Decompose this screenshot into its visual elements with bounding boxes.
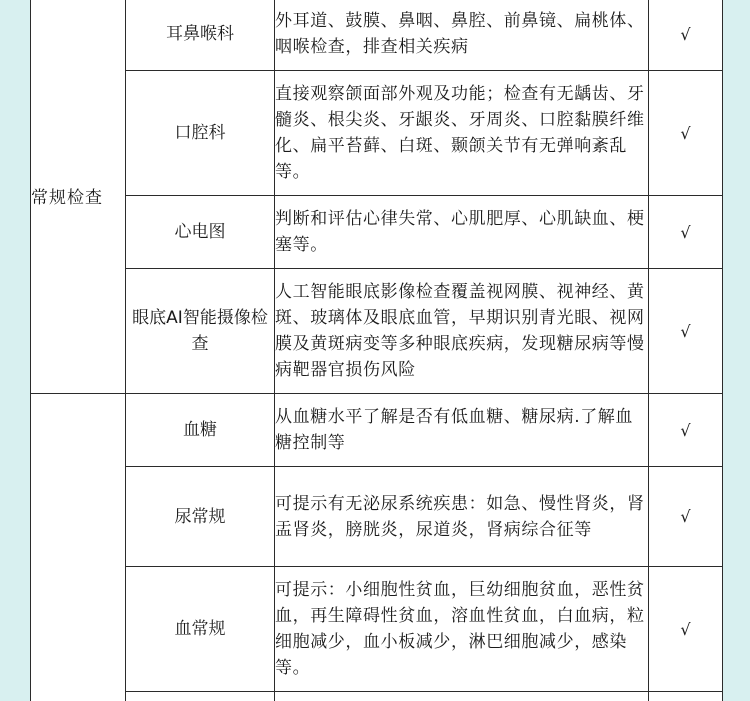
category-cell	[31, 394, 126, 701]
item-name: 血常规	[126, 567, 275, 692]
item-description: 判断和评估心律失常、心肌肥厚、心肌缺血、梗塞等。	[275, 196, 649, 269]
table-row	[31, 394, 723, 467]
table-row	[31, 0, 723, 71]
check-mark: √	[649, 567, 723, 692]
table-row	[31, 692, 723, 701]
item-name: 尿常规	[126, 467, 275, 567]
item-name: 耳鼻喉科	[126, 0, 275, 71]
item-description: 人工智能眼底影像检查覆盖视网膜、视神经、黄斑、玻璃体及眼底血管，早期识别青光眼、视网膜及黄斑病变等多种眼底疾病，发现糖尿病等慢病靶器官损伤风险	[275, 269, 649, 394]
check-mark: √	[649, 71, 723, 196]
item-name: 血糖	[126, 394, 275, 467]
checkup-table	[30, 0, 723, 701]
check-mark: √	[649, 196, 723, 269]
check-mark: √	[649, 467, 723, 567]
table-row	[31, 269, 723, 394]
category-cell: 常规检查	[31, 0, 126, 394]
item-description: 直接观察颌面部外观及功能；检查有无龋齿、牙髓炎、根尖炎、牙龈炎、牙周炎、口腔黏膜纤维化、扁平苔藓、白斑、颞颌关节有无弹响紊乱等。	[275, 71, 649, 196]
item-description: 可提示有无泌尿系统疾患：如急、慢性肾炎，肾盂肾炎，膀胱炎，尿道炎，肾病综合征等	[275, 467, 649, 567]
item-description: 可提示：小细胞性贫血，巨幼细胞贫血，恶性贫血，再生障碍性贫血，溶血性贫血，白血病，粒细胞减少，血小板减少，淋巴细胞减少，感染等。	[275, 567, 649, 692]
table-row	[31, 567, 723, 692]
check-mark: √	[649, 269, 723, 394]
item-description: 从血糖水平了解是否有低血糖、糖尿病.了解血糖控制等	[275, 394, 649, 467]
check-mark: √	[649, 0, 723, 71]
item-name-empty	[126, 692, 275, 701]
table-row	[31, 467, 723, 567]
item-description: 外耳道、鼓膜、鼻咽、鼻腔、前鼻镜、扁桃体、咽喉检查，排查相关疾病	[275, 0, 649, 71]
check-mark: √	[649, 394, 723, 467]
item-description-empty	[275, 692, 649, 701]
item-name: 心电图	[126, 196, 275, 269]
item-name: 口腔科	[126, 71, 275, 196]
check-mark-empty	[649, 692, 723, 701]
item-name: 眼底AI智能摄像检查	[126, 269, 275, 394]
table-row	[31, 71, 723, 196]
table-row	[31, 196, 723, 269]
